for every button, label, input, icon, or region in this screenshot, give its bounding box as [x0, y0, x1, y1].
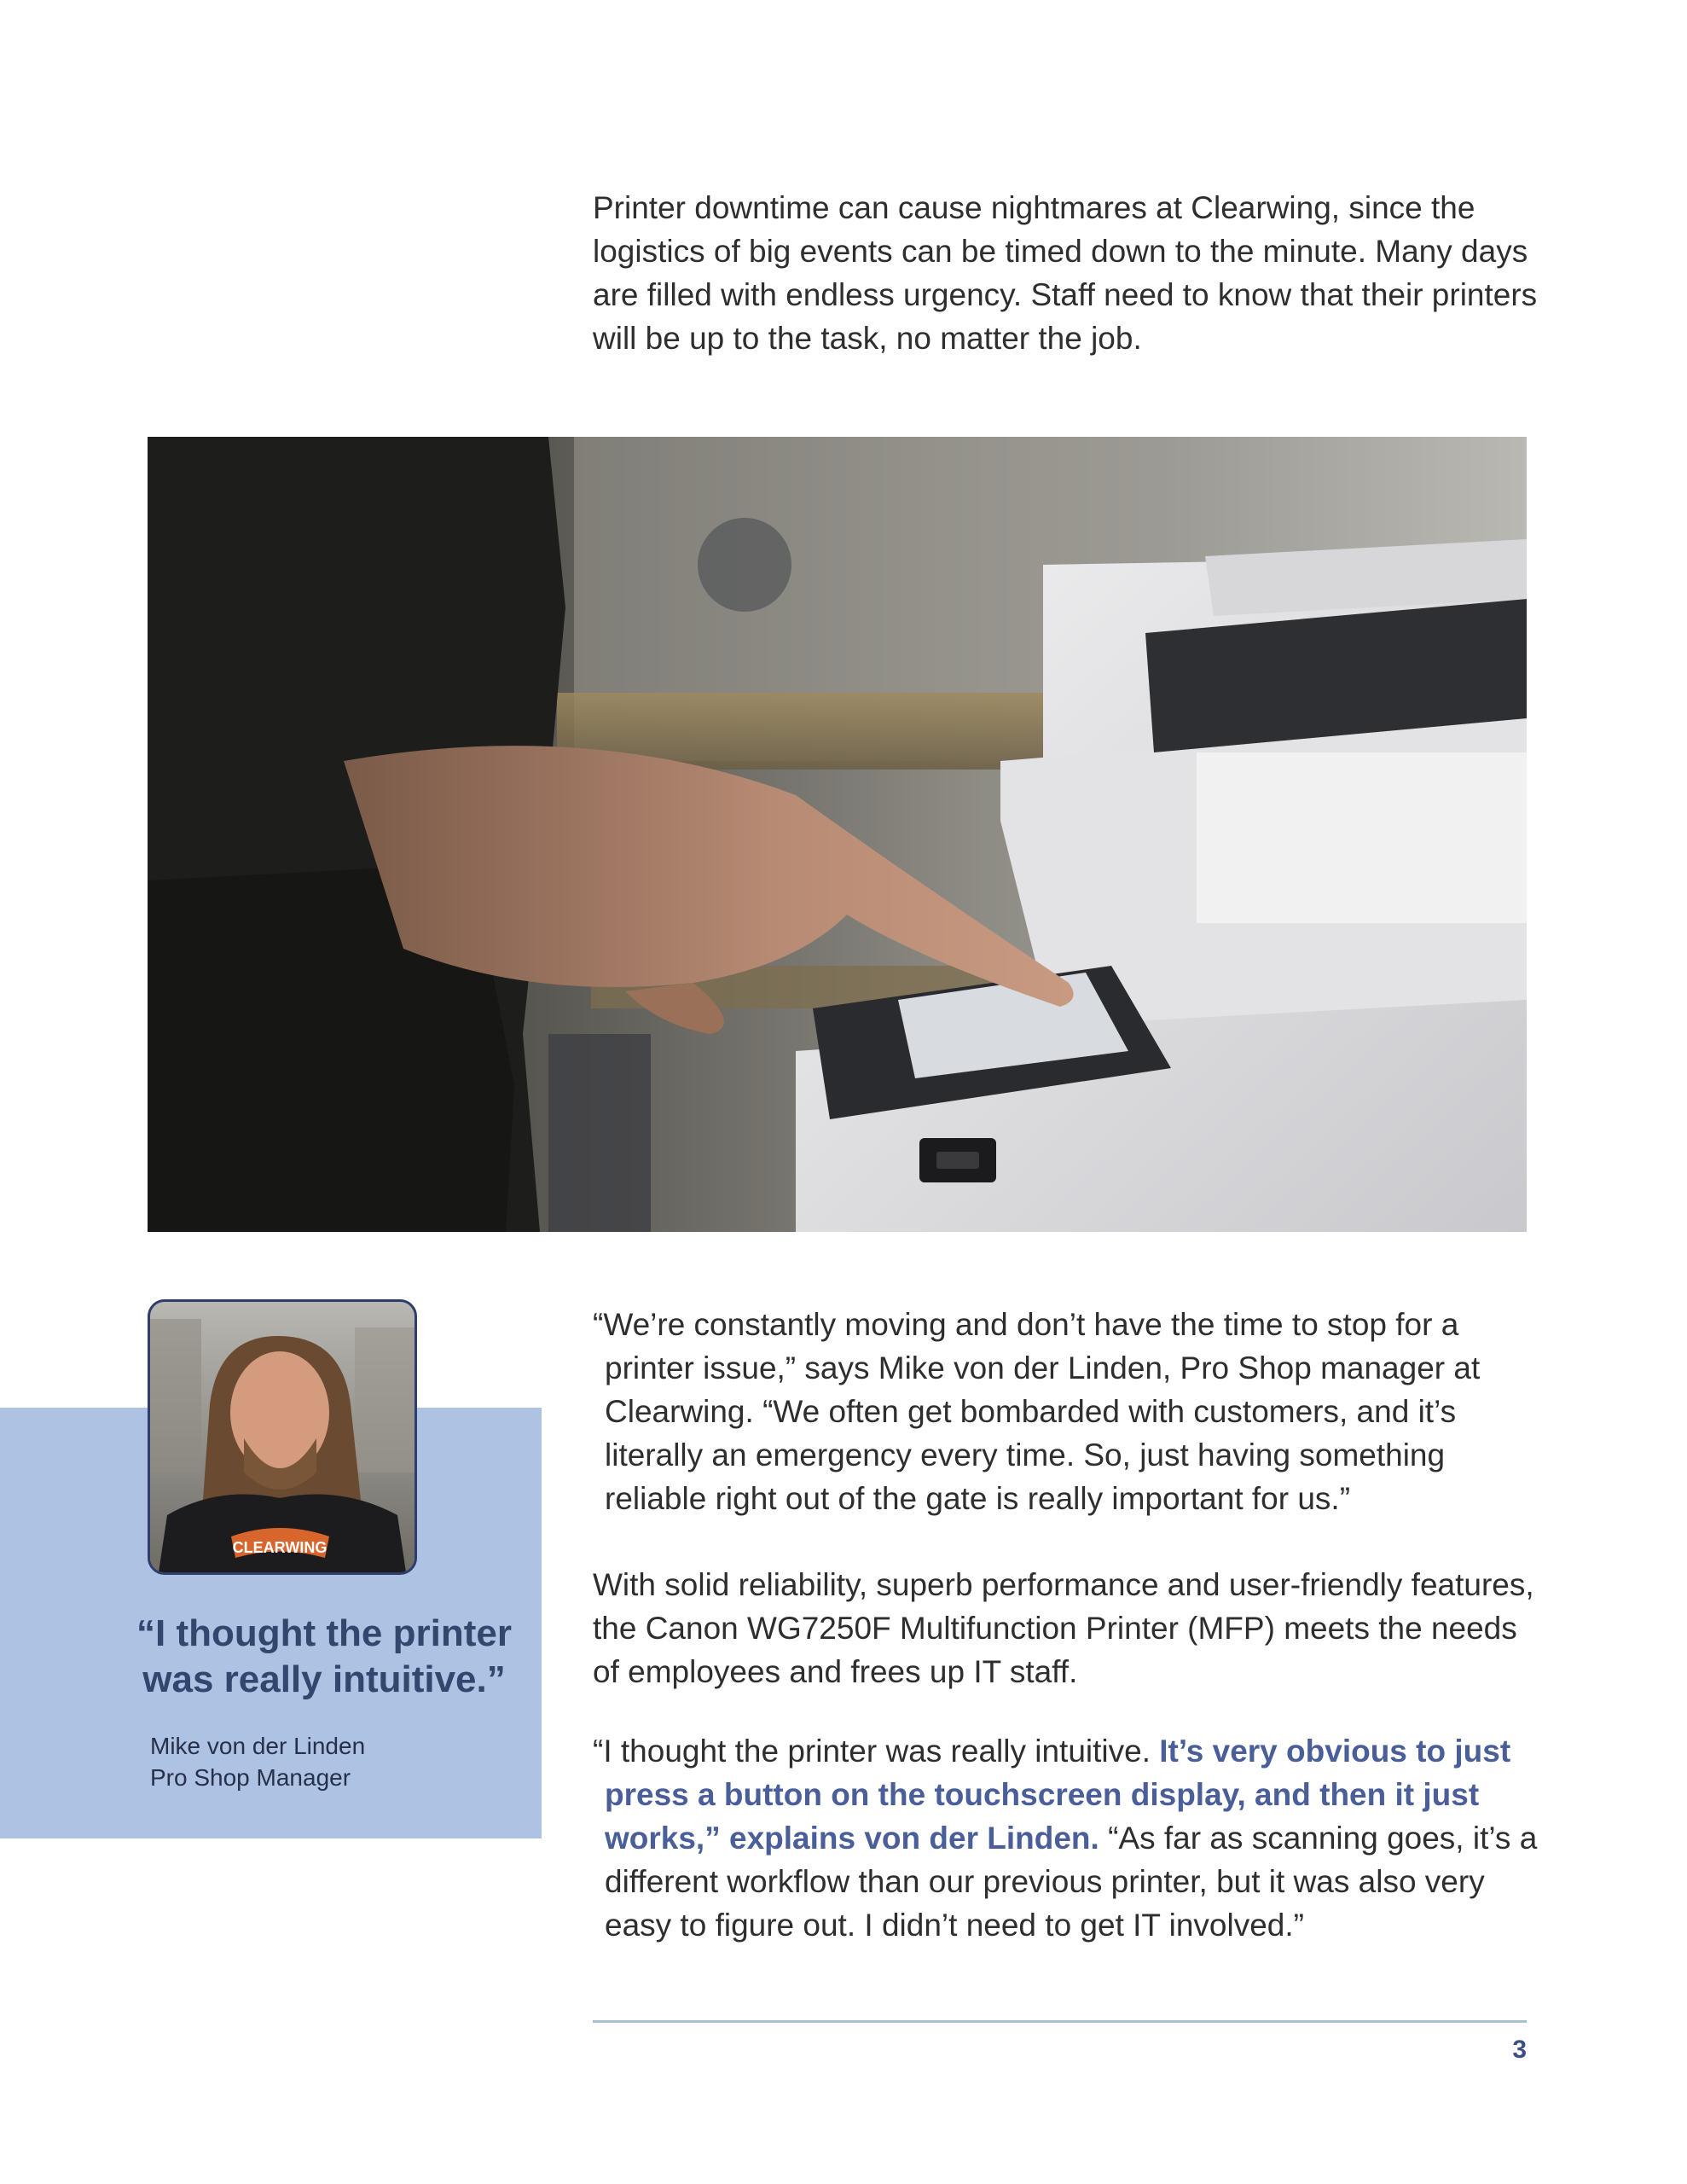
quote2-lead: “I thought the printer was really intuitive.	[593, 1734, 1160, 1769]
shirt-logo-text: CLEARWING	[232, 1539, 328, 1556]
quote2-tail: “As far as scanning goes, it’s a different workflow than our previous printer, but it was also very easy to figure out. I didn’t need to get IT involved.”	[605, 1821, 1538, 1943]
pull-quote: “I thought the printer was really intuitive.”	[136, 1612, 512, 1700]
attribution	[150, 1730, 525, 1793]
page-number: 3	[1512, 2036, 1527, 2064]
attribution-name: Mike von der Linden	[150, 1733, 366, 1759]
attribution-role: Pro Shop Manager	[150, 1764, 351, 1791]
footer-rule	[593, 2020, 1527, 2023]
printer-touchscreen-photo	[148, 437, 1527, 1232]
intro-text: Printer downtime can cause nightmares at Clearwing, since the logistics of big events can be timed down to the minute. Many days are filled with endless urgency. Staff need to know that their printers will be up to the task, no matter the job.	[593, 190, 1538, 356]
quote2-highlight: It’s very obvious to just press a button on the touchscreen display, and then it just works,” explains von der Linden.	[605, 1734, 1511, 1856]
intro-paragraph	[593, 186, 1548, 360]
quote2-text	[593, 1729, 1548, 1947]
body-text: With solid reliability, superb performance and user-friendly features, the Canon WG7250F Multifunction Printer (MFP) meets the needs of employees and frees up IT staff.	[593, 1567, 1534, 1689]
portrait-photo	[148, 1299, 417, 1575]
body-paragraph	[593, 1563, 1548, 1693]
quote-paragraph-1	[593, 1303, 1548, 1520]
quote1-text: “We’re constantly moving and don’t have the time to stop for a printer issue,” says Mike von der Linden, Pro Shop manager at Clearwing. “We often get bombarded with customers, and it’s literally an emergency every time. So, just having something reliable right out of the gate is really important for us.”	[593, 1307, 1481, 1516]
quote-paragraph-2	[593, 1729, 1548, 1947]
